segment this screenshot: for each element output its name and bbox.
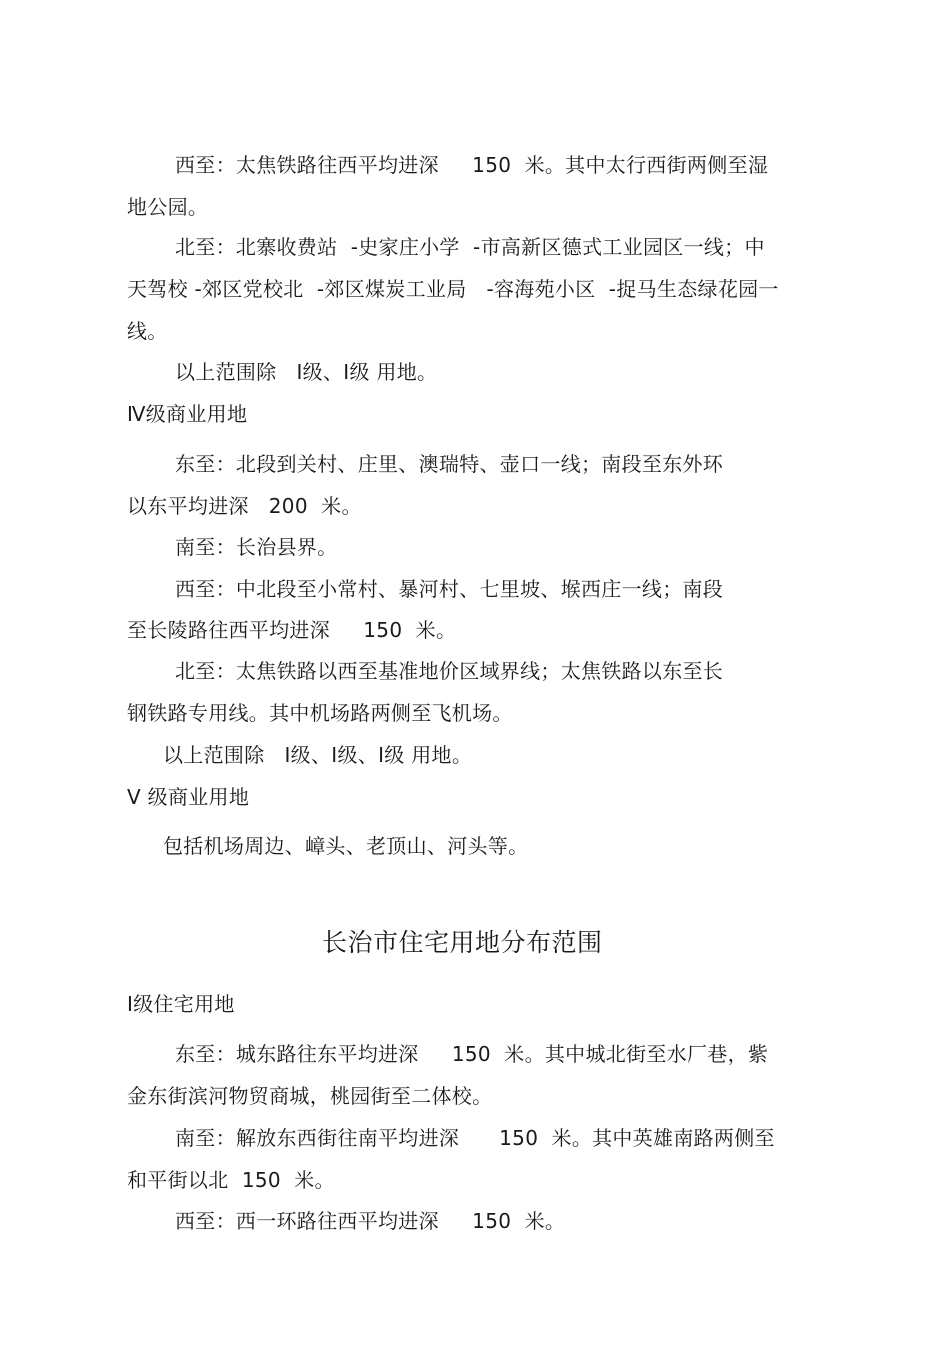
residential-section-title: 长治市住宅用地分布范围	[322, 928, 603, 957]
residential-south-boundary-line2: 和平街以北 150 米。	[127, 1168, 335, 1192]
level4-south-boundary: 南至：长治县界。	[175, 535, 338, 559]
residential-west-boundary: 西至：西一环路往西平均进深 150 米。	[175, 1209, 566, 1233]
level5-commercial-title: Ⅴ 级商业用地	[127, 785, 250, 809]
level4-west-boundary-line2: 至长陵路往西平均进深 150 米。	[127, 618, 457, 642]
residential-east-boundary-line2: 金东街滨河物贸商城，桃园街至二体校。	[127, 1084, 493, 1108]
level4-exclusion-note: 以上范围除 Ⅰ级、Ⅰ级、Ⅰ级 用地。	[163, 743, 473, 767]
level4-east-boundary-line1: 东至：北段到关村、庄里、澳瑞特、壶口一线；南段至东外环	[175, 452, 724, 476]
commercial-north-boundary-line2: 天驾校 -郊区党校北 -郊区煤炭工业局 -容海苑小区 -捉马生态绿花园一	[127, 277, 779, 301]
level4-north-boundary-line1: 北至：太焦铁路以西至基准地价区域界线；太焦铁路以东至长	[175, 659, 724, 683]
commercial-west-boundary-line2: 地公园。	[127, 195, 209, 219]
residential-south-boundary-line1: 南至：解放东西街往南平均进深 150 米。其中英雄南路两侧至	[175, 1126, 775, 1150]
residential-east-boundary-line1: 东至：城东路往东平均进深 150 米。其中城北街至水厂巷，紫	[175, 1042, 769, 1066]
commercial-north-boundary-line1: 北至：北寨收费站 -史家庄小学 -市高新区德式工业园区一线；中	[175, 235, 765, 259]
level5-description: 包括机场周边、嶂头、老顶山、河头等。	[163, 834, 529, 858]
level4-west-boundary-line1: 西至：中北段至小常村、暴河村、七里坡、堠西庄一线；南段	[175, 577, 724, 601]
level1-residential-title: Ⅰ级住宅用地	[127, 992, 235, 1016]
commercial-exclusion-note: 以上范围除 Ⅰ级、Ⅰ级 用地。	[175, 360, 438, 384]
commercial-west-boundary-line1: 西至：太焦铁路往西平均进深 150 米。其中太行西街两侧至湿	[175, 153, 769, 177]
level4-north-boundary-line2: 钢铁路专用线。其中机场路两侧至飞机场。	[127, 701, 513, 725]
level4-commercial-title: Ⅳ级商业用地	[127, 402, 248, 426]
level4-east-boundary-line2: 以东平均进深 200 米。	[127, 494, 362, 518]
commercial-north-boundary-line3: 线。	[127, 319, 168, 343]
